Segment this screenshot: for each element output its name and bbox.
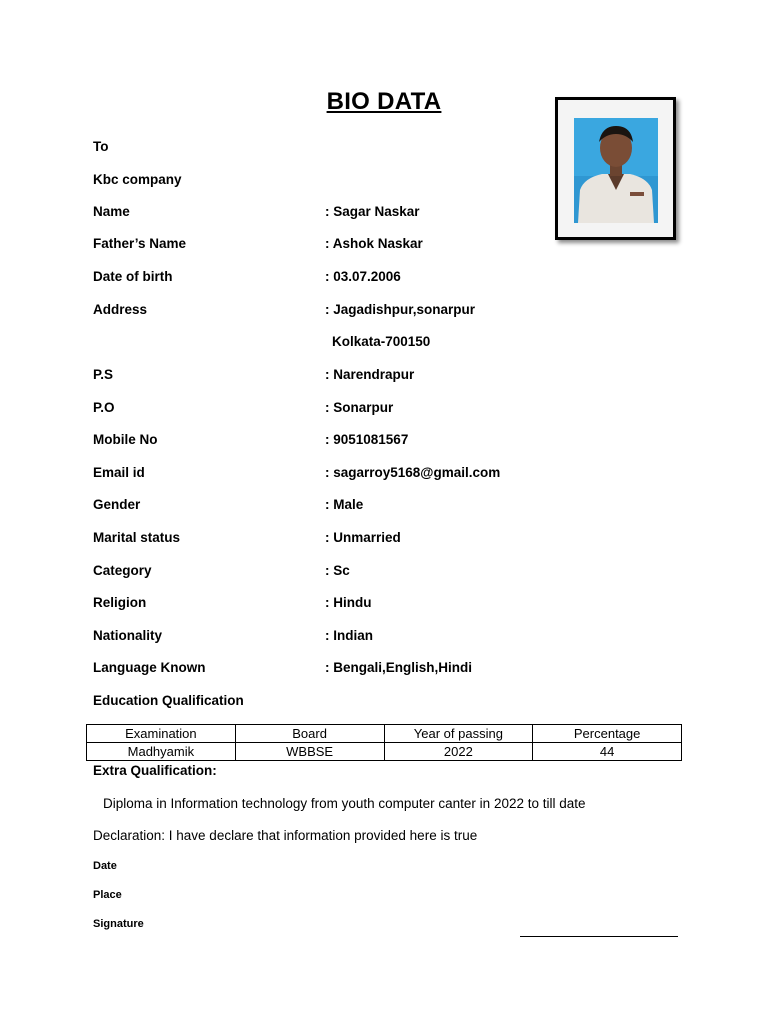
field-label-religion: Religion [93, 595, 147, 610]
education-heading: Education Qualification [93, 693, 244, 708]
field-label-ps: P.S [93, 367, 114, 382]
field-label-address: Address [93, 302, 148, 317]
field-value-po: : Sonarpur [325, 400, 394, 415]
table-header-cell: Percentage [533, 725, 682, 743]
field-label-languages: Language Known [93, 660, 206, 675]
field-label-po: P.O [93, 400, 115, 415]
person-photo-icon [574, 118, 658, 223]
field-label-marital-status: Marital status [93, 530, 181, 545]
extra-qualification-heading: Extra Qualification: [93, 763, 217, 778]
field-value-address-line2: Kolkata-700150 [332, 334, 431, 349]
field-label-dob: Date of birth [93, 269, 173, 284]
company-name: Kbc company [93, 172, 182, 187]
field-value-name: : Sagar Naskar [325, 204, 420, 219]
field-value-languages: : Bengali,English,Hindi [325, 660, 473, 675]
date-label: Date [93, 860, 117, 872]
field-value-religion: : Hindu [325, 595, 372, 610]
field-value-email: : sagarroy5168@gmail.com [325, 465, 501, 480]
page-title: BIO DATA [326, 88, 442, 115]
table-row [87, 743, 682, 761]
field-label-name: Name [93, 204, 130, 219]
table-cell: Madhyamik [87, 743, 236, 761]
field-value-nationality: : Indian [325, 628, 373, 643]
field-label-mobile: Mobile No [93, 432, 158, 447]
table-cell: WBBSE [235, 743, 384, 761]
field-label-email: Email id [93, 465, 145, 480]
to-label: To [93, 139, 109, 154]
field-label-father-name: Father’s Name [93, 236, 187, 251]
field-value-father-name: : Ashok Naskar [325, 236, 423, 251]
table-cell: 44 [533, 743, 682, 761]
field-value-address: : Jagadishpur,sonarpur [325, 302, 476, 317]
field-label-category: Category [93, 563, 152, 578]
field-label-gender: Gender [93, 497, 141, 512]
signature-line [520, 936, 678, 937]
field-value-category: : Sc [325, 563, 350, 578]
field-value-marital-status: : Unmarried [325, 530, 401, 545]
field-value-ps: : Narendrapur [325, 367, 415, 382]
field-value-mobile: : 9051081567 [325, 432, 409, 447]
declaration-text: Declaration: I have declare that information provided here is true [93, 828, 478, 843]
field-value-gender: : Male [325, 497, 364, 512]
table-header-cell: Board [235, 725, 384, 743]
table-header-cell: Year of passing [384, 725, 533, 743]
table-header-cell: Examination [87, 725, 236, 743]
table-cell: 2022 [384, 743, 533, 761]
extra-qualification-text: Diploma in Information technology from youth computer canter in 2022 to till date [103, 796, 586, 811]
education-table [86, 724, 682, 761]
signature-label: Signature [93, 918, 144, 930]
place-label: Place [93, 889, 122, 901]
profile-photo [555, 97, 676, 240]
field-value-dob: : 03.07.2006 [325, 269, 401, 284]
table-header-row [87, 725, 682, 743]
field-label-nationality: Nationality [93, 628, 163, 643]
